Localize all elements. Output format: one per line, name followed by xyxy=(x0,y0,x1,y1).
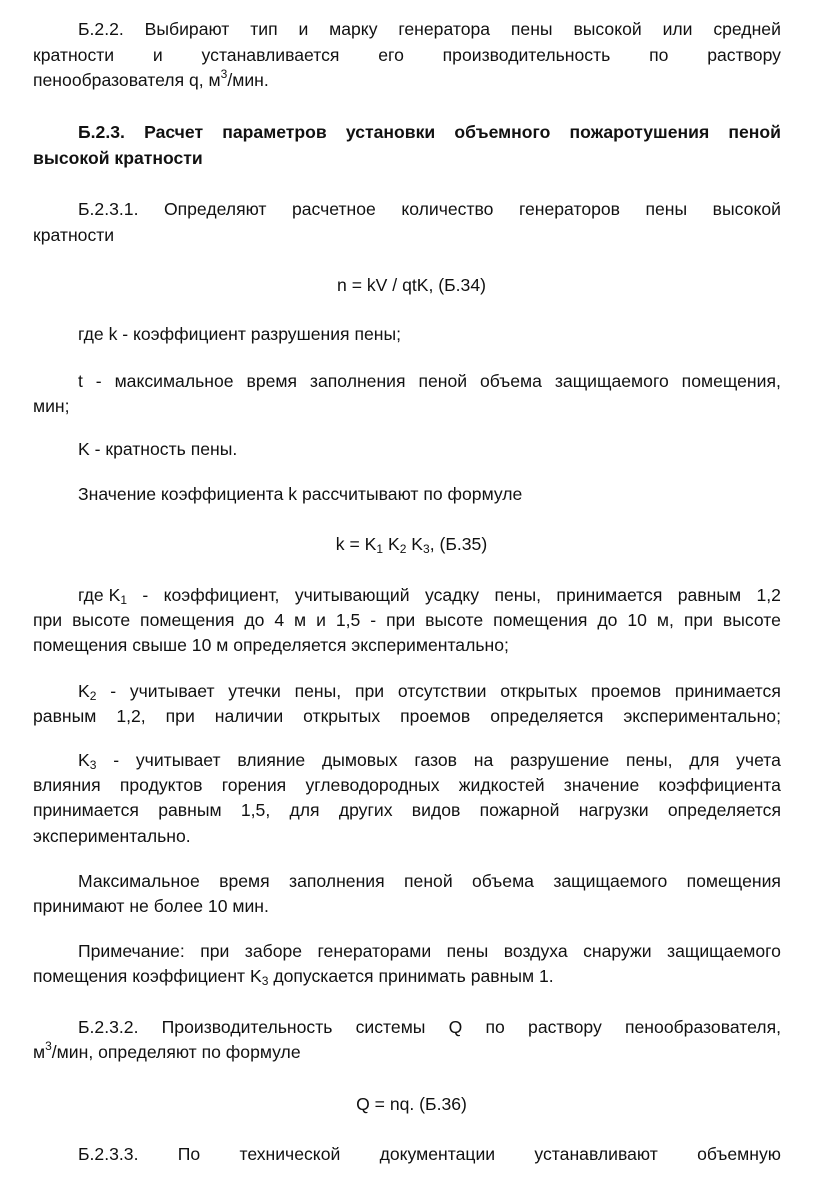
word: принимается xyxy=(33,800,139,820)
word: пожарной xyxy=(479,800,560,820)
word: пеной xyxy=(728,122,781,142)
word: Выбирают xyxy=(144,19,230,39)
word: учета xyxy=(736,750,781,770)
word: заполнения xyxy=(309,371,406,391)
word: защищаемого xyxy=(667,941,781,961)
word: учитывает xyxy=(129,681,215,701)
word: учитывающий xyxy=(294,585,410,605)
p1-line2 xyxy=(33,47,781,65)
word: углеводородных xyxy=(305,775,440,795)
p4-line1 xyxy=(78,1146,781,1164)
word: пеной xyxy=(404,871,453,891)
word: расчетное xyxy=(291,199,376,219)
word: раствору xyxy=(528,1017,602,1037)
word: Б.2.3.3. xyxy=(78,1144,139,1164)
K2-definition-line1 xyxy=(78,683,781,701)
word: Б.2.2. xyxy=(78,19,124,39)
word: наличии xyxy=(214,706,284,726)
word: определяется xyxy=(667,800,781,820)
word: его xyxy=(378,45,404,65)
word: кратности xyxy=(33,45,115,65)
word: объема xyxy=(472,871,534,891)
word: - xyxy=(95,371,102,391)
k-formula-intro: Значение коэффициента k рассчитывают по формуле xyxy=(78,484,523,504)
word: пены, xyxy=(625,750,673,770)
K1-definition-line2 xyxy=(33,612,781,630)
word: Б.2.3.1. xyxy=(78,199,139,219)
word: раствору xyxy=(707,45,781,65)
word: м xyxy=(294,610,307,630)
word: продуктов xyxy=(119,775,203,795)
p3-line1 xyxy=(78,1019,781,1037)
word: на xyxy=(473,750,494,770)
word: видов xyxy=(411,800,461,820)
word: высоте xyxy=(72,610,131,630)
word: 1,2, xyxy=(116,706,146,726)
word: защищаемого xyxy=(554,371,669,391)
word: определяется xyxy=(490,706,604,726)
word: марку xyxy=(329,19,378,39)
word: 10 xyxy=(627,610,647,630)
word: и xyxy=(316,610,326,630)
word: помещения, xyxy=(681,371,781,391)
word: Максимальное xyxy=(78,871,200,891)
word: утечки xyxy=(228,681,281,701)
formula-b34: n = kV / qtK, (Б.34) xyxy=(337,275,486,295)
max-time-line2: принимают не более 10 мин. xyxy=(33,896,269,916)
word: количество xyxy=(401,199,494,219)
word: пены xyxy=(645,199,688,219)
word: 4 xyxy=(274,610,285,630)
word: разрушение xyxy=(510,750,610,770)
word: до xyxy=(244,610,265,630)
word: других xyxy=(338,800,393,820)
word: пены, xyxy=(494,585,542,605)
word: при xyxy=(354,681,385,701)
word: помещения xyxy=(493,610,588,630)
t-definition-line1 xyxy=(78,373,781,391)
word: воздуха xyxy=(503,941,568,961)
word: 1,5 xyxy=(335,610,361,630)
note-line1 xyxy=(78,943,781,961)
word: время xyxy=(246,371,298,391)
word: пены xyxy=(510,19,553,39)
word: максимальное xyxy=(114,371,234,391)
K3-definition-line3 xyxy=(33,802,781,820)
word: при xyxy=(683,610,713,630)
word: высоте xyxy=(722,610,781,630)
word: усадку xyxy=(424,585,480,605)
word: коэффициент, xyxy=(163,585,280,605)
word: t xyxy=(78,371,83,391)
word: Определяют xyxy=(163,199,267,219)
word: 1,2 xyxy=(756,585,781,605)
K3-symbol: $K_3$ xyxy=(78,750,97,772)
note-line2: помещения коэффициент $K_3$ допускается принимать равным 1. xyxy=(33,966,554,988)
word: дымовых xyxy=(322,750,398,770)
word: отсутствии xyxy=(397,681,487,701)
word: средней xyxy=(713,19,781,39)
word: - xyxy=(113,750,120,770)
K3-definition-line1 xyxy=(78,752,781,770)
word: нагрузки xyxy=(578,800,649,820)
word: для xyxy=(689,750,720,770)
p2-line2: кратности xyxy=(33,225,115,245)
K3-definition-line2 xyxy=(33,777,781,795)
word: при xyxy=(200,941,230,961)
word: заборе xyxy=(244,941,303,961)
word: производительность xyxy=(442,45,611,65)
max-time-line1 xyxy=(78,873,781,891)
K1-symbol: где $K_1$ xyxy=(78,585,127,607)
K2-symbol: $K_2$ xyxy=(78,681,97,703)
word: системы xyxy=(355,1017,426,1037)
word: Б.2.3. xyxy=(78,122,125,142)
word: Производительность xyxy=(161,1017,333,1037)
word: устанавливается xyxy=(201,45,340,65)
word: высоте xyxy=(425,610,484,630)
word: при xyxy=(165,706,195,726)
word: генераторами xyxy=(317,941,432,961)
K1-definition-line1 xyxy=(78,587,781,605)
word: учитывает xyxy=(135,750,221,770)
word: тип xyxy=(250,19,278,39)
word: объемную xyxy=(697,1144,781,1164)
word: - xyxy=(110,681,117,701)
word: генераторов xyxy=(518,199,621,219)
word: при xyxy=(33,610,63,630)
word: влияния xyxy=(33,775,101,795)
word: Расчет xyxy=(144,122,204,142)
word: Б.2.3.2. xyxy=(78,1017,139,1037)
word: пеной xyxy=(418,371,468,391)
word: помещения xyxy=(686,871,781,891)
p1-line3: пенообразователя q, $м^3$/мин. xyxy=(33,67,269,90)
word: для xyxy=(289,800,320,820)
word: равным xyxy=(677,585,742,605)
word: коэффициента xyxy=(658,775,781,795)
K3-definition-line4: экспериментально. xyxy=(33,826,191,846)
word: экспериментально; xyxy=(623,706,781,726)
where-k-definition: где k - коэффициент разрушения пены; xyxy=(78,324,402,344)
word: или xyxy=(662,19,693,39)
formula-b35: $k = K_1$ $K_2$ $K_3$, (Б.35) xyxy=(335,534,488,556)
K-definition: K - кратность пены. xyxy=(78,439,238,459)
word: защищаемого xyxy=(553,871,668,891)
word: параметров xyxy=(222,122,327,142)
word: - xyxy=(370,610,377,630)
word: принимается xyxy=(556,585,663,605)
word: документации xyxy=(379,1144,496,1164)
word: проемов xyxy=(400,706,471,726)
word: принимается xyxy=(674,681,781,701)
word: объема xyxy=(480,371,542,391)
word: и xyxy=(298,19,309,39)
word: По xyxy=(177,1144,201,1164)
word: газов xyxy=(414,750,458,770)
word: технической xyxy=(239,1144,341,1164)
word: пожаротушения xyxy=(569,122,710,142)
word: пенообразователя, xyxy=(625,1017,781,1037)
word: по xyxy=(649,45,669,65)
word: Примечание: xyxy=(78,941,185,961)
section-heading-line2: высокой кратности xyxy=(33,148,203,168)
p2-line1 xyxy=(78,201,781,219)
word: установки xyxy=(345,122,436,142)
p1-line1 xyxy=(78,21,781,39)
K1-definition-line3: помещения свыше 10 м определяется экспериментально; xyxy=(33,635,509,655)
word: объемного xyxy=(454,122,551,142)
word: равным xyxy=(33,706,97,726)
word: помещения xyxy=(140,610,235,630)
word: открытых xyxy=(303,706,381,726)
word: высокой xyxy=(712,199,781,219)
word: заполнения xyxy=(289,871,385,891)
word: и xyxy=(152,45,163,65)
word: жидкостей xyxy=(458,775,545,795)
word: м, xyxy=(656,610,674,630)
formula-b36: Q = nq. (Б.36) xyxy=(356,1094,467,1114)
word: снаружи xyxy=(583,941,652,961)
t-definition-line2: мин; xyxy=(33,396,70,416)
word: - xyxy=(142,585,149,605)
word: проемов xyxy=(591,681,662,701)
word: пены, xyxy=(294,681,342,701)
word: устанавливают xyxy=(534,1144,658,1164)
word: до xyxy=(597,610,618,630)
section-heading-line1 xyxy=(78,124,781,142)
p3-line2: $м^3$/мин, определяют по формуле xyxy=(33,1039,301,1062)
word: влияние xyxy=(237,750,306,770)
word: высокой xyxy=(573,19,642,39)
K2-definition-line2 xyxy=(33,708,781,726)
word: время xyxy=(219,871,270,891)
word: при xyxy=(386,610,416,630)
word: равным xyxy=(158,800,222,820)
word: генератора xyxy=(398,19,491,39)
word: открытых xyxy=(500,681,578,701)
word: пены xyxy=(446,941,489,961)
word: по xyxy=(485,1017,505,1037)
word: Q xyxy=(448,1017,463,1037)
word: значение xyxy=(563,775,640,795)
word: горения xyxy=(221,775,287,795)
word: 1,5, xyxy=(240,800,271,820)
